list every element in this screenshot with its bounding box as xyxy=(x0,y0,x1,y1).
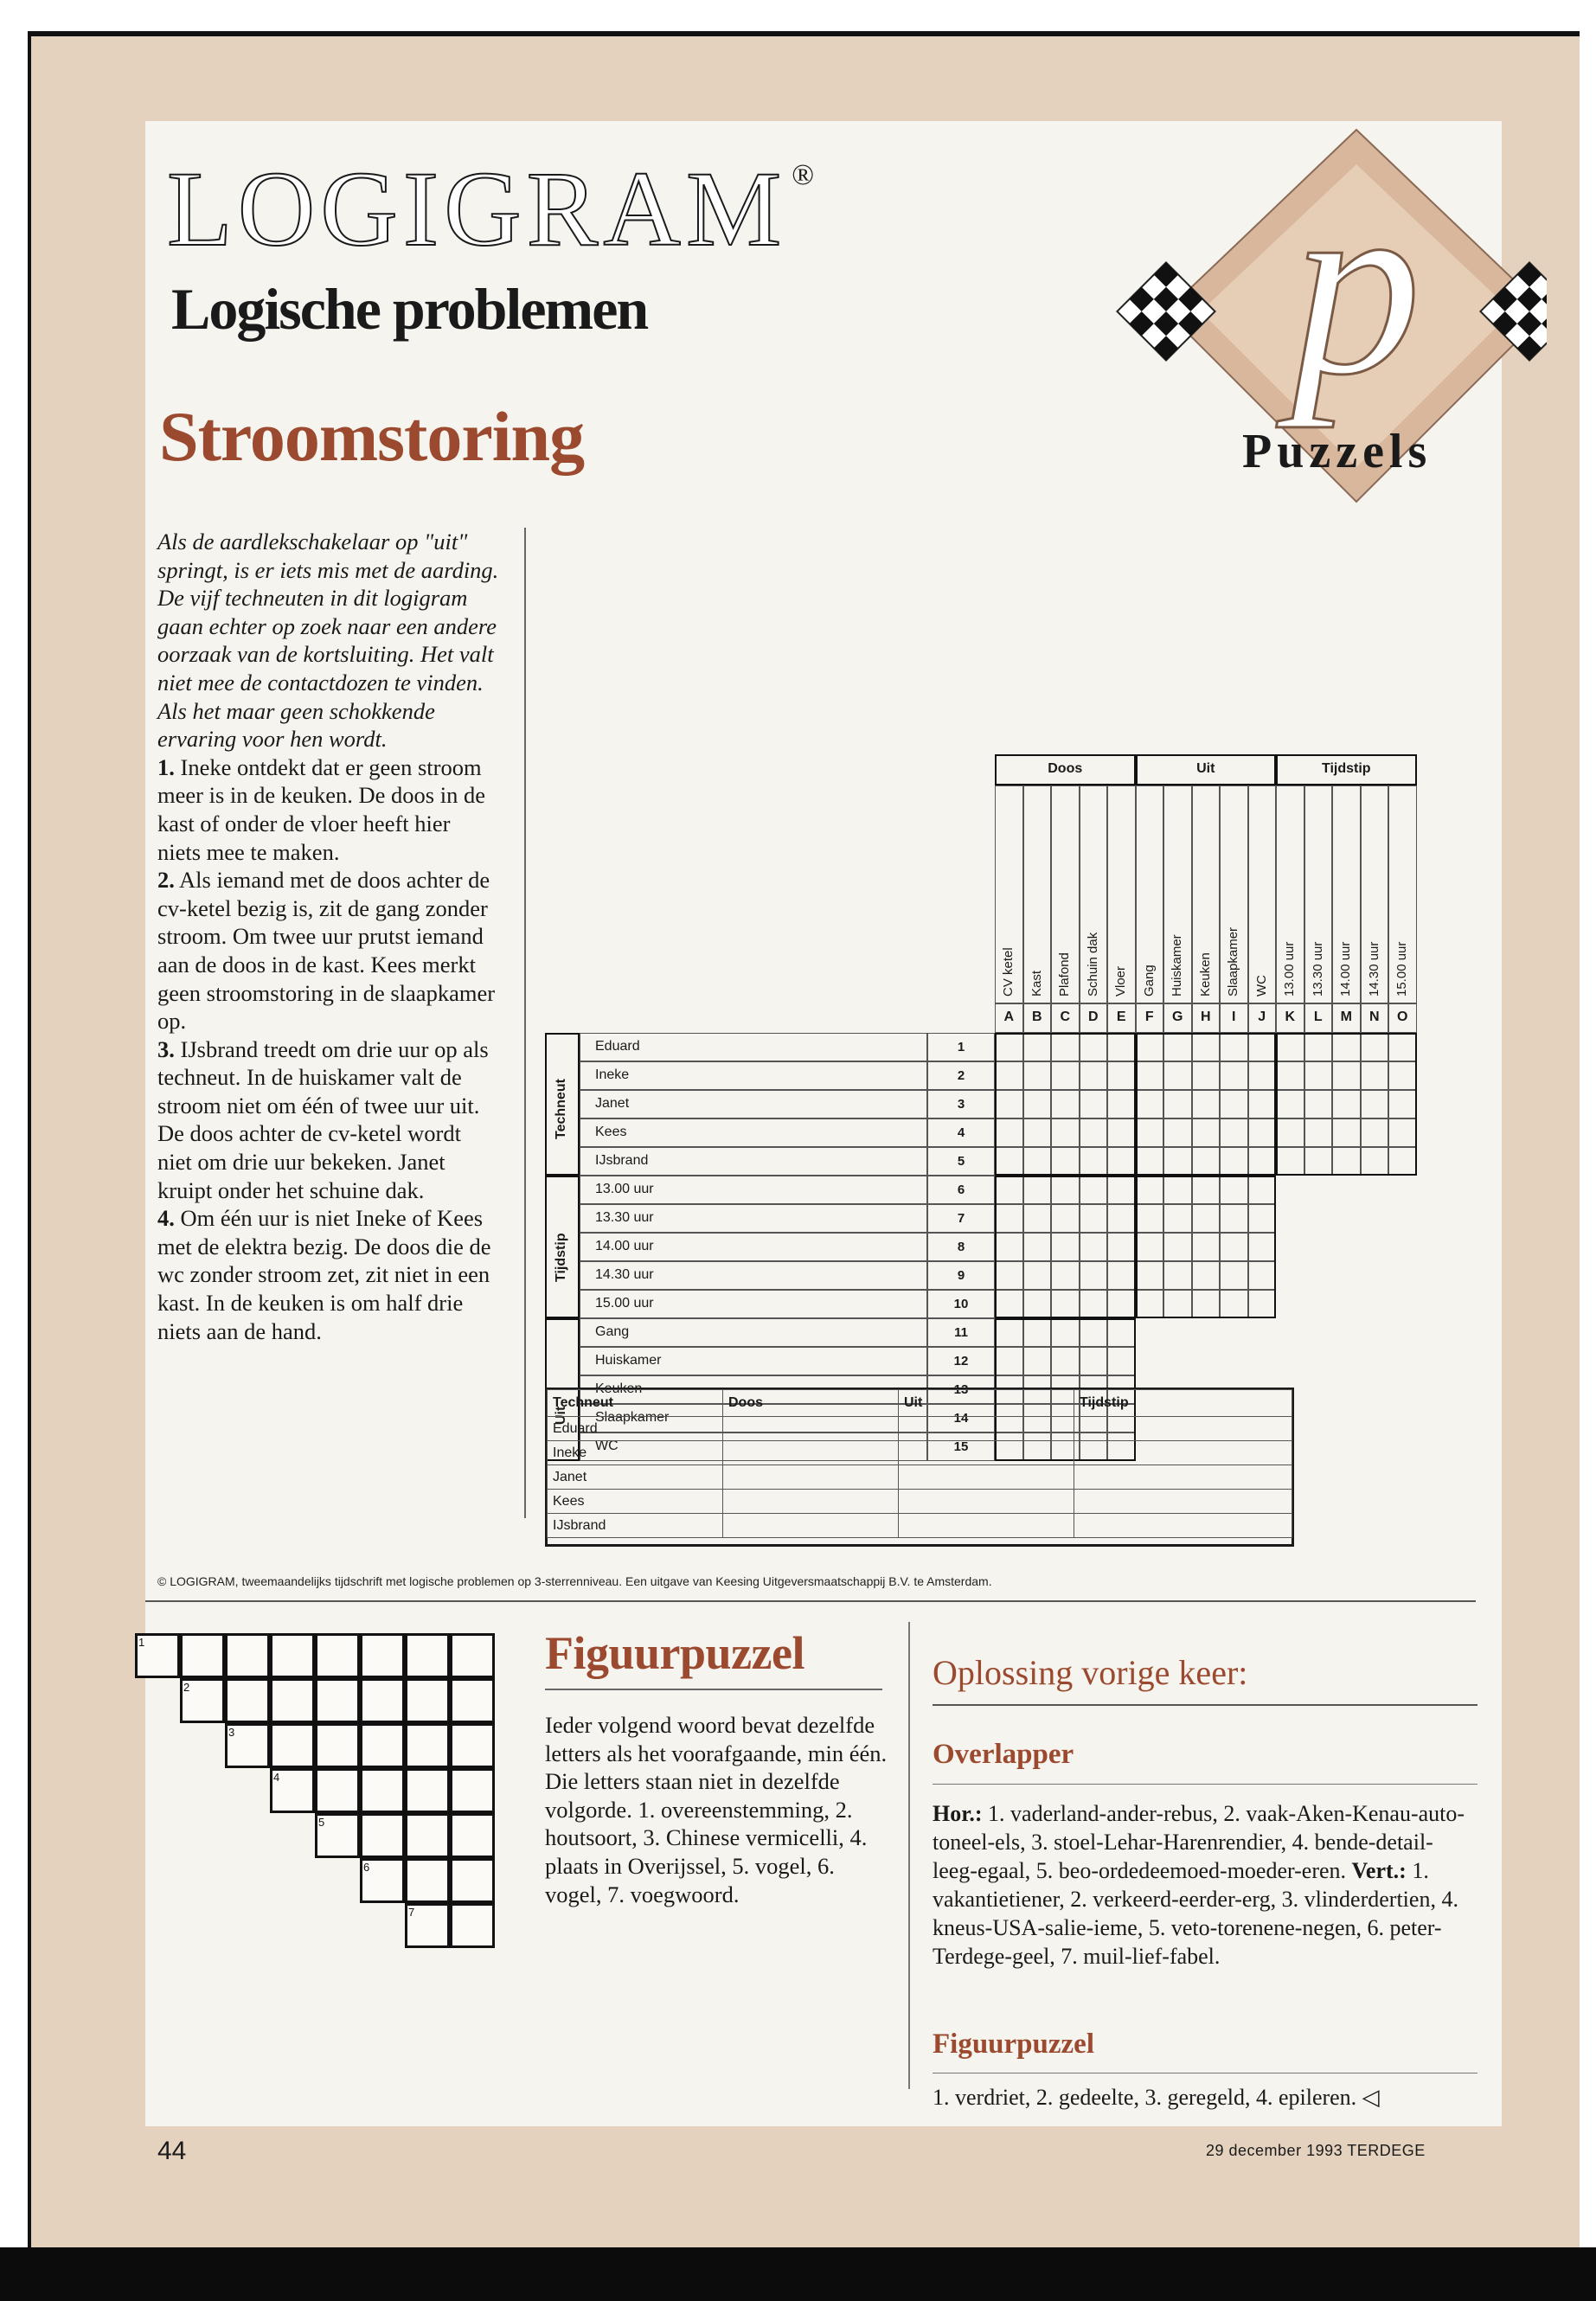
answer-cell[interactable] xyxy=(1074,1441,1292,1465)
table-row xyxy=(548,1417,1292,1441)
badge-letter: p xyxy=(1292,141,1421,428)
figuurpuzzel-text: Ieder volgend woord bevat dezelfde letters als het voorafgaande, min één. Die letters staan niet in dezelfde volgorde. 1. overeenstemming, 2. houtsoort, 3. Chinese vermicelli, 4. plaats in Overijssel, 5. vogel, 6. vogel, 7. voegwoord. xyxy=(545,1712,888,1907)
column-group-title: Doos xyxy=(1048,761,1083,776)
column-label: 15.00 uur xyxy=(1394,941,1409,997)
row-label: 15.00 uur xyxy=(595,1296,654,1311)
row-label-cell xyxy=(580,1090,927,1118)
vert-label: Vert.: xyxy=(1351,1858,1407,1883)
grid-block-border xyxy=(995,1176,1136,1318)
puzzle-cell[interactable] xyxy=(180,1633,225,1678)
puzzle-cell[interactable] xyxy=(450,1903,495,1948)
grid-block-border xyxy=(1276,1033,1417,1176)
registered-mark: ® xyxy=(792,159,820,191)
row-number: 3 xyxy=(957,1097,965,1112)
row-number: 10 xyxy=(953,1297,969,1311)
figuur-solution-title: Figuurpuzzel xyxy=(933,2029,1094,2060)
puzzle-cell[interactable] xyxy=(360,1723,405,1768)
clue-3 xyxy=(157,1035,499,1205)
puzzle-cell[interactable] xyxy=(360,1768,405,1813)
puzzle-cell[interactable] xyxy=(450,1768,495,1813)
answer-cell[interactable] xyxy=(723,1417,899,1441)
clue-text: IJsbrand treedt om drie uur op als techneut. In de huiskamer valt de stroom niet om één of twee uur uit. De doos achter de cv-ketel wordt niet om drie uur bekeken. Janet kruipt onder het schuine dak. xyxy=(157,1035,489,1203)
scan-edge xyxy=(0,2247,1596,2301)
table-row xyxy=(548,1490,1292,1514)
column-label-cell xyxy=(1248,785,1277,1003)
column-label: Kast xyxy=(1029,970,1044,997)
puzzle-cell[interactable] xyxy=(450,1813,495,1858)
logo-text: LOGIGRAM xyxy=(167,150,787,268)
answer-cell[interactable] xyxy=(1074,1490,1292,1514)
clue-1 xyxy=(157,753,499,866)
answer-cell[interactable] xyxy=(1074,1417,1292,1441)
row-group-title: Techneut xyxy=(554,1078,568,1139)
table-row xyxy=(548,1441,1292,1465)
answer-cell[interactable] xyxy=(899,1490,1074,1514)
row-group-title: Tijdstip xyxy=(554,1232,568,1282)
row-label: 13.00 uur xyxy=(595,1182,654,1196)
clue-number: 1. xyxy=(157,753,175,780)
clue-text: Om één uur is niet Ineke of Kees met de elektra bezig. De doos die de wc zonder stroom zet, zit niet in een kast. In de keuken is om half drie niets aan de hand. xyxy=(157,1205,491,1344)
row-number: 1 xyxy=(957,1040,965,1054)
clue-4 xyxy=(157,1204,499,1345)
solution-rule xyxy=(933,1704,1477,1706)
row-number: 4 xyxy=(273,1771,280,1784)
column-label: 14.00 uur xyxy=(1338,941,1353,997)
clue-number: 2. xyxy=(157,867,175,894)
column-letter: E xyxy=(1116,1009,1126,1024)
column-label: CV ketel xyxy=(1001,947,1016,997)
answer-header: Tijdstip xyxy=(1074,1390,1292,1417)
column-letter: D xyxy=(1087,1009,1099,1024)
column-letter: F xyxy=(1144,1009,1154,1024)
clue-number: 4. xyxy=(157,1205,175,1232)
answer-cell[interactable] xyxy=(723,1465,899,1490)
row-number: 6 xyxy=(363,1861,370,1874)
answer-cell[interactable] xyxy=(1074,1465,1292,1490)
answer-header: Techneut xyxy=(548,1390,723,1417)
row-label: WC xyxy=(595,1439,619,1453)
column-divider xyxy=(908,1622,910,2089)
column-label: 13.00 uur xyxy=(1282,941,1297,997)
puzzle-cell[interactable] xyxy=(270,1678,315,1723)
row-label: Gang xyxy=(595,1324,630,1339)
row-label: 14.00 uur xyxy=(595,1239,654,1253)
section-divider xyxy=(145,1600,1476,1602)
row-number: 12 xyxy=(953,1354,969,1368)
column-label: WC xyxy=(1253,975,1269,997)
table-row xyxy=(548,1465,1292,1490)
puzzle-cell[interactable] xyxy=(405,1768,450,1813)
answer-name: Eduard xyxy=(548,1417,723,1441)
puzzle-cell[interactable] xyxy=(315,1723,360,1768)
row-label: Ineke xyxy=(595,1067,630,1082)
row-number: 4 xyxy=(957,1125,965,1140)
answer-cell[interactable] xyxy=(723,1514,899,1538)
grid-block-border xyxy=(1136,1176,1277,1318)
column-label: Gang xyxy=(1141,965,1157,997)
row-number: 7 xyxy=(408,1906,415,1919)
puzzle-cell[interactable] xyxy=(360,1633,405,1678)
puzzle-cell[interactable] xyxy=(315,1768,360,1813)
row-label: Huiskamer xyxy=(595,1353,662,1368)
column-group-title: Uit xyxy=(1196,761,1215,776)
row-label: Keuken xyxy=(595,1381,643,1396)
footer-date: 29 december 1993 TERDEGE xyxy=(1206,2142,1426,2159)
answer-cell[interactable] xyxy=(899,1514,1074,1538)
row-group-title: Uit xyxy=(554,1406,568,1425)
overlapper-rule xyxy=(933,1784,1477,1785)
column-label: Schuin dak xyxy=(1085,932,1100,997)
clue-text: Ineke ontdekt dat er geen stroom meer is in de keuken. De doos in de kast of onder de vloer heeft hier niets mee te maken. xyxy=(157,753,485,865)
row-number: 8 xyxy=(957,1240,965,1254)
row-number: 3 xyxy=(228,1726,235,1739)
figuur-solution-text: 1. verdriet, 2. gedeelte, 3. geregeld, 4. epileren. ◁ xyxy=(933,2085,1380,2110)
figuurpuzzel-rule xyxy=(545,1689,882,1690)
row-label-cell xyxy=(580,1061,927,1090)
vert-text: 1. vakantietiener, 2. verkeerd-eerder-erg, 3. vlinderdertien, 4. kneus-USA-salie-ieme, 5. veto-torenene-negen, 6. peter-Terdege-geel, 7. muil-lief-fabel. xyxy=(933,1858,1458,1969)
column-label: Huiskamer xyxy=(1170,934,1184,997)
column-label: Plafond xyxy=(1057,952,1072,997)
answer-cell[interactable] xyxy=(899,1465,1074,1490)
row-label: Janet xyxy=(595,1096,630,1111)
row-number: 5 xyxy=(318,1816,325,1829)
answer-cell[interactable] xyxy=(899,1417,1074,1441)
answer-name: Kees xyxy=(548,1490,723,1514)
subtitle: Logische problemen xyxy=(171,276,648,342)
row-number: 15 xyxy=(953,1439,969,1454)
puzzle-cell[interactable] xyxy=(225,1633,270,1678)
overlapper-solution xyxy=(933,1799,1477,1971)
copyright-line: © LOGIGRAM, tweemaandelijks tijdschrift met logische problemen op 3-sterrenniveau. Een uitgave van Keesing Uitgeversmaatschappij B.V. te Amsterdam. xyxy=(157,1574,992,1588)
row-number: 5 xyxy=(957,1154,965,1169)
answer-cell[interactable] xyxy=(723,1441,899,1465)
puzzle-cell[interactable] xyxy=(405,1858,450,1903)
clue-2 xyxy=(157,866,499,1035)
answer-name: Ineke xyxy=(548,1441,723,1465)
answer-cell[interactable] xyxy=(1074,1514,1292,1538)
puzzle-cell[interactable] xyxy=(270,1723,315,1768)
column-letter: L xyxy=(1313,1009,1323,1024)
row-label: 13.30 uur xyxy=(595,1210,654,1225)
column-letter: J xyxy=(1258,1009,1266,1024)
page-number: 44 xyxy=(157,2137,187,2165)
clue-number: 3. xyxy=(157,1035,175,1062)
puzzle-cell[interactable] xyxy=(405,1633,450,1678)
answer-header: Uit xyxy=(899,1390,1074,1417)
overlapper-title: Overlapper xyxy=(933,1739,1074,1770)
column-letter: G xyxy=(1172,1009,1183,1024)
answer-table xyxy=(547,1389,1292,1538)
row-label: IJsbrand xyxy=(595,1153,649,1168)
row-number: 7 xyxy=(957,1211,965,1226)
puzzle-cell[interactable] xyxy=(450,1633,495,1678)
row-label: Kees xyxy=(595,1125,627,1139)
puzzle-cell[interactable] xyxy=(360,1813,405,1858)
column-letter: I xyxy=(1232,1009,1236,1024)
puzzle-cell[interactable] xyxy=(405,1678,450,1723)
column-letter: M xyxy=(1340,1009,1352,1024)
puzzle-cell[interactable] xyxy=(270,1633,315,1678)
row-number: 6 xyxy=(957,1183,965,1197)
puzzle-cell[interactable] xyxy=(315,1678,360,1723)
row-number: 11 xyxy=(954,1325,968,1340)
row-label: Eduard xyxy=(595,1039,640,1054)
row-number: 2 xyxy=(183,1681,190,1694)
puzzle-cell[interactable] xyxy=(450,1858,495,1903)
puzzle-cell[interactable] xyxy=(360,1678,405,1723)
column-label: Slaapkamer xyxy=(1226,926,1240,997)
column-letter: H xyxy=(1200,1009,1211,1024)
column-divider xyxy=(524,528,526,1518)
column-letter: B xyxy=(1031,1009,1042,1024)
column-label: Vloer xyxy=(1113,965,1128,997)
grid-block-border xyxy=(995,1033,1136,1176)
puzzle-cell[interactable] xyxy=(225,1678,270,1723)
column-group-title: Tijdstip xyxy=(1321,761,1371,776)
puzzle-cell[interactable] xyxy=(405,1813,450,1858)
row-number: 2 xyxy=(957,1068,965,1083)
puzzels-label: Puzzels xyxy=(1242,425,1433,478)
column-letter: C xyxy=(1060,1009,1071,1024)
row-label-cell xyxy=(580,1118,927,1147)
row-label-cell xyxy=(580,1318,927,1347)
figuurpuzzel-title: Figuurpuzzel xyxy=(545,1627,804,1679)
row-number: 14 xyxy=(953,1411,969,1426)
grid-block-border xyxy=(1136,1033,1277,1176)
column-label: 14.30 uur xyxy=(1366,941,1381,997)
answer-header: Doos xyxy=(723,1390,899,1417)
table-row xyxy=(548,1514,1292,1538)
solution-title: Oplossing vorige keer: xyxy=(933,1653,1248,1692)
intro-column xyxy=(157,528,499,1345)
column-label: Keuken xyxy=(1197,952,1213,997)
row-number: 9 xyxy=(957,1268,965,1283)
answer-name: IJsbrand xyxy=(548,1514,723,1538)
clue-text: Als iemand met de doos achter de cv-ketel bezig is, zit de gang zonder stroom. Om twee uur prutst iemand aan de doos in de kast. Kees merkt geen stroomstoring in de slaapkamer op. xyxy=(157,867,496,1035)
row-number: 1 xyxy=(138,1636,145,1649)
column-letter: O xyxy=(1397,1009,1408,1024)
puzzle-cell[interactable] xyxy=(405,1723,450,1768)
logigram-logo xyxy=(167,150,820,268)
answer-cell[interactable] xyxy=(899,1441,1074,1465)
column-label: 13.30 uur xyxy=(1310,941,1325,997)
puzzle-cell[interactable] xyxy=(315,1633,360,1678)
column-letter: A xyxy=(1003,1009,1015,1024)
row-number: 13 xyxy=(953,1382,969,1397)
hor-text: 1. vaderland-ander-rebus, 2. vaak-Aken-Kenau-auto-toneel-els, 3. stoel-Lehar-Harenrendier, 4. bende-detail-leeg-egaal, 5. beo-ordedeemoed-moeder-eren. xyxy=(933,1801,1465,1883)
answer-cell[interactable] xyxy=(723,1490,899,1514)
answer-name: Janet xyxy=(548,1465,723,1490)
answer-header-row xyxy=(548,1390,1292,1417)
column-letter: K xyxy=(1285,1009,1296,1024)
column-letter: N xyxy=(1368,1009,1380,1024)
hor-label: Hor.: xyxy=(933,1801,983,1826)
intro-text: Als de aardlekschakelaar op "uit" springt, is er iets mis met de aarding. De vijf techneuten in dit logigram gaan echter op zoek naar een andere oorzaak van de kortsluiting. Het valt niet mee de contactdozen te vinden. Als het maar geen schokkende ervaring voor hen wordt. xyxy=(157,529,499,753)
magazine-page xyxy=(138,121,1502,2165)
puzzle-cell[interactable] xyxy=(450,1723,495,1768)
puzzle-cell[interactable] xyxy=(450,1678,495,1723)
row-label: 14.30 uur xyxy=(595,1267,654,1282)
row-label: Slaapkamer xyxy=(595,1410,670,1425)
puzzle-title: Stroomstoring xyxy=(159,397,585,476)
